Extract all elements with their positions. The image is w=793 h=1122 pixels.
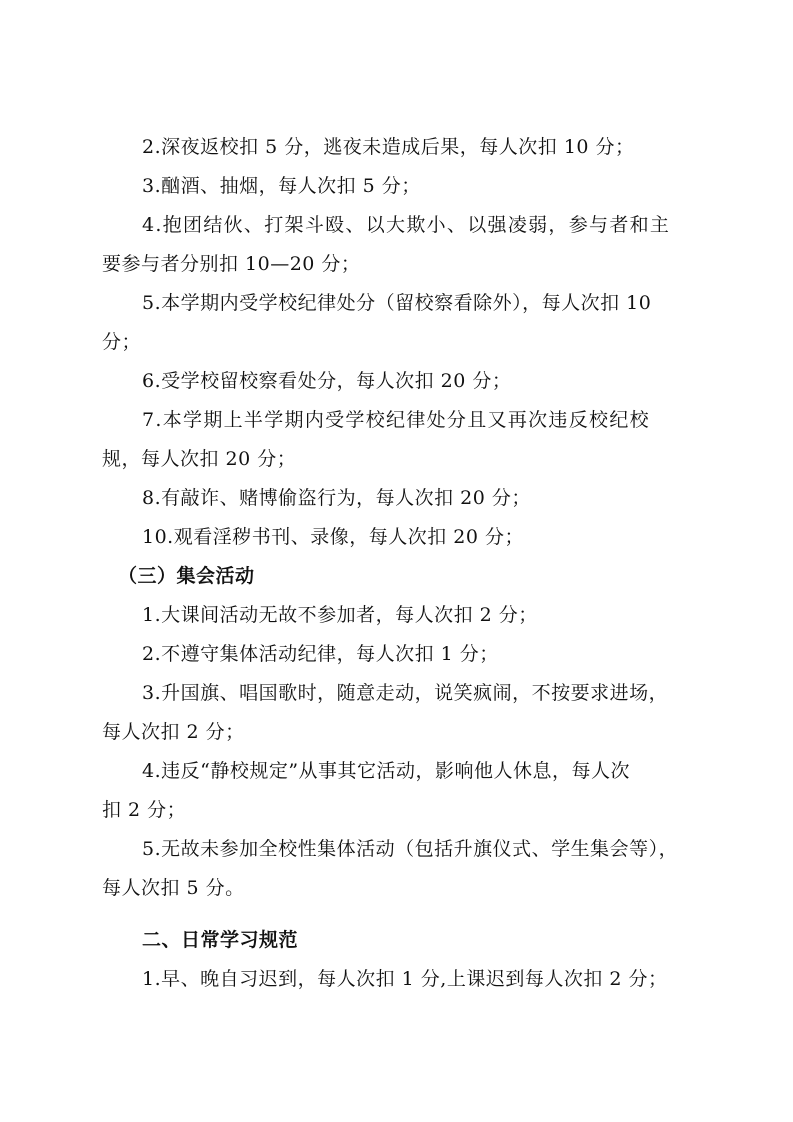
rule-item-fighting-cont: 要参与者分别扣 10—20 分； xyxy=(102,253,361,275)
rule-item-drinking-smoking: 3.酗酒、抽烟，每人次扣 5 分； xyxy=(142,175,421,197)
study-item-lateness: 1.早、晚自习迟到，每人次扣 1 分,上课迟到每人次扣 2 分； xyxy=(142,968,668,990)
rule-item-repeat-violation-cont: 规，每人次扣 20 分； xyxy=(102,448,297,470)
rule-item-disciplinary-cont: 分； xyxy=(102,331,142,353)
section-heading-study: 二、日常学习规范 xyxy=(142,929,299,951)
assembly-item-flag-raising: 3.升国旗、唱国歌时，随意走动，说笑疯闹，不按要求进场， xyxy=(142,682,669,704)
rule-item-repeat-violation: 7.本学期上半学期内受学校纪律处分且又再次违反校纪校 xyxy=(142,409,650,431)
assembly-item-absence-cont: 每人次扣 5 分。 xyxy=(102,877,245,899)
document-body xyxy=(102,128,702,999)
section-heading-assembly: （三）集会活动 xyxy=(118,565,255,587)
rule-item-disciplinary: 5.本学期内受学校纪律处分（留校察看除外），每人次扣 10 xyxy=(142,292,652,314)
rule-item-extortion: 8.有敲诈、赌博偷盗行为，每人次扣 20 分； xyxy=(142,487,531,509)
assembly-item-break-activity: 1.大课间活动无故不参加者，每人次扣 2 分； xyxy=(142,604,538,626)
rule-item-obscene-material: 10.观看淫秽书刊、录像，每人次扣 20 分； xyxy=(142,526,524,548)
assembly-item-discipline: 2.不遵守集体活动纪律，每人次扣 1 分； xyxy=(142,643,499,665)
assembly-item-quiet-rule: 4.违反“静校规定”从事其它活动，影响他人休息，每人次 xyxy=(142,760,631,782)
assembly-item-quiet-rule-cont: 扣 2 分； xyxy=(102,799,187,821)
rule-item-probation: 6.受学校留校察看处分，每人次扣 20 分； xyxy=(142,370,512,392)
assembly-item-absence: 5.无故未参加全校性集体活动（包括升旗仪式、学生集会等）， xyxy=(142,838,679,860)
rule-item-fighting: 4.抱团结伙、打架斗殴、以大欺小、以强凌弱，参与者和主 xyxy=(142,214,671,236)
section-gap xyxy=(102,908,702,921)
rule-item-late-return: 2.深夜返校扣 5 分，逃夜未造成后果，每人次扣 10 分； xyxy=(142,136,635,158)
assembly-item-flag-raising-cont: 每人次扣 2 分； xyxy=(102,721,245,743)
